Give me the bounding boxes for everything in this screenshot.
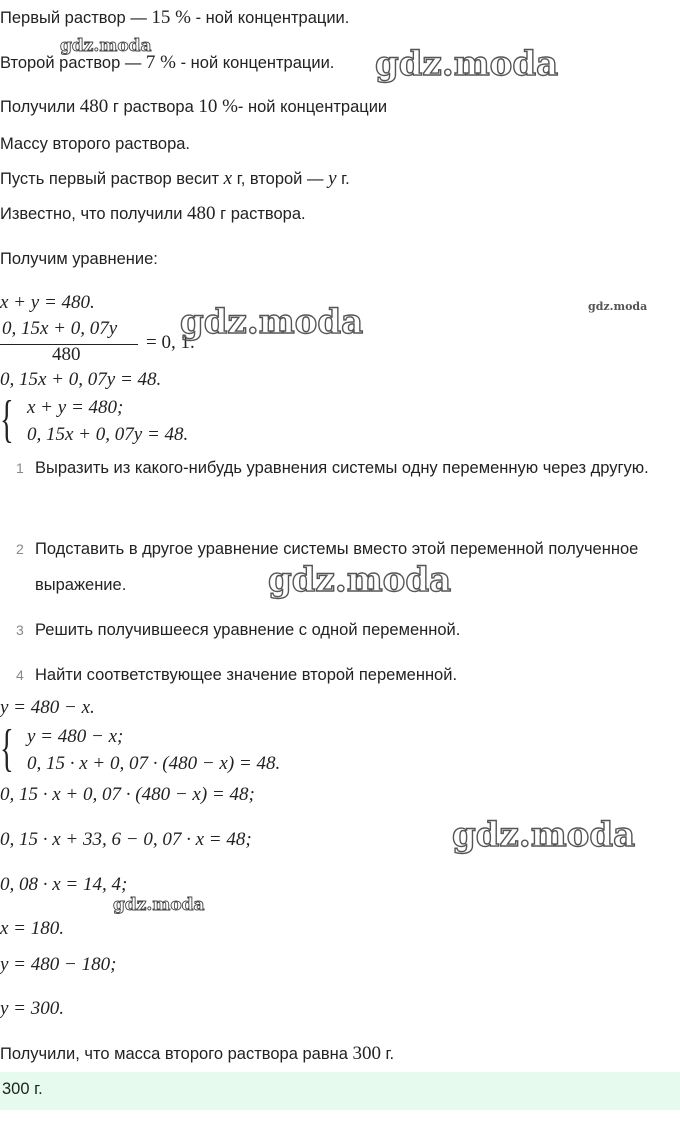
watermark: gdz.moda — [60, 36, 152, 56]
line-known: Известно, что получили 480 г раствора. — [0, 203, 306, 224]
watermark: gdz.moda — [375, 44, 559, 84]
equation-expanded: 0, 15 · x + 33, 6 − 0, 07 · x = 48; — [0, 829, 252, 850]
equation-fraction — [0, 318, 210, 366]
system-brace-1: { — [0, 391, 14, 448]
fraction-rhs: = 0, 1. — [146, 332, 195, 353]
system2-eq2: 0, 15 · x + 0, 07 · (480 − x) = 48. — [27, 753, 281, 774]
answer-text: 300 г. — [2, 1080, 43, 1098]
line-find: Массу второго раствора. — [0, 135, 191, 153]
system1-eq2: 0, 15x + 0, 07y = 48. — [27, 424, 189, 445]
list-item: 3 Решить получившееся уравнение с одной переменной. — [16, 621, 461, 639]
fraction-numerator: 0, 15x + 0, 07y — [2, 318, 118, 339]
system-brace-2: { — [0, 720, 14, 777]
list-item: 1 Выразить из какого-нибудь уравнения системы одну переменную через другую. — [16, 459, 649, 477]
equation-y-value: y = 300. — [0, 998, 65, 1019]
equation-x-value: x = 180. — [0, 918, 65, 939]
list-item: 4 Найти соответствующее значение второй переменной. — [16, 666, 458, 684]
equation-linear: 0, 15x + 0, 07y = 48. — [0, 369, 162, 390]
equation-simplified: 0, 08 · x = 14, 4; — [0, 874, 128, 895]
answer-box — [0, 1072, 680, 1110]
watermark: gdz.moda — [452, 815, 636, 855]
line-second-solution: Второй раствор — 7 % - ной концентрации. — [0, 52, 335, 73]
watermark: gdz.moda — [113, 895, 205, 915]
line-obtained: Получили 480 г раствора 10 %- ной концентрации — [0, 96, 388, 117]
line-get-equation: Получим уравнение: — [0, 250, 158, 268]
equation-express-y: y = 480 − x. — [0, 697, 95, 718]
list-item: 2 Подставить в другое уравнение системы вместо этой переменной полученное выражение. — [16, 540, 639, 594]
line-let: Пусть первый раствор весит x г, второй — y г. — [0, 168, 350, 189]
equation-sum: x + y = 480. — [0, 292, 95, 313]
fraction-denominator: 480 — [52, 344, 81, 365]
conclusion: Получили, что масса второго раствора равна 300 г. — [0, 1043, 395, 1064]
equation-substituted: 0, 15 · x + 0, 07 · (480 − x) = 48; — [0, 784, 255, 805]
system2-eq1: y = 480 − x; — [27, 726, 124, 747]
watermark: gdz.moda — [180, 302, 364, 342]
line-first-solution: Первый раствор — 15 % - ной концентрации. — [0, 7, 350, 28]
watermark: gdz.moda — [588, 300, 648, 313]
watermark: gdz.moda — [268, 560, 452, 600]
equation-y-substitute: y = 480 − 180; — [0, 954, 117, 975]
system1-eq1: x + y = 480; — [27, 397, 124, 418]
